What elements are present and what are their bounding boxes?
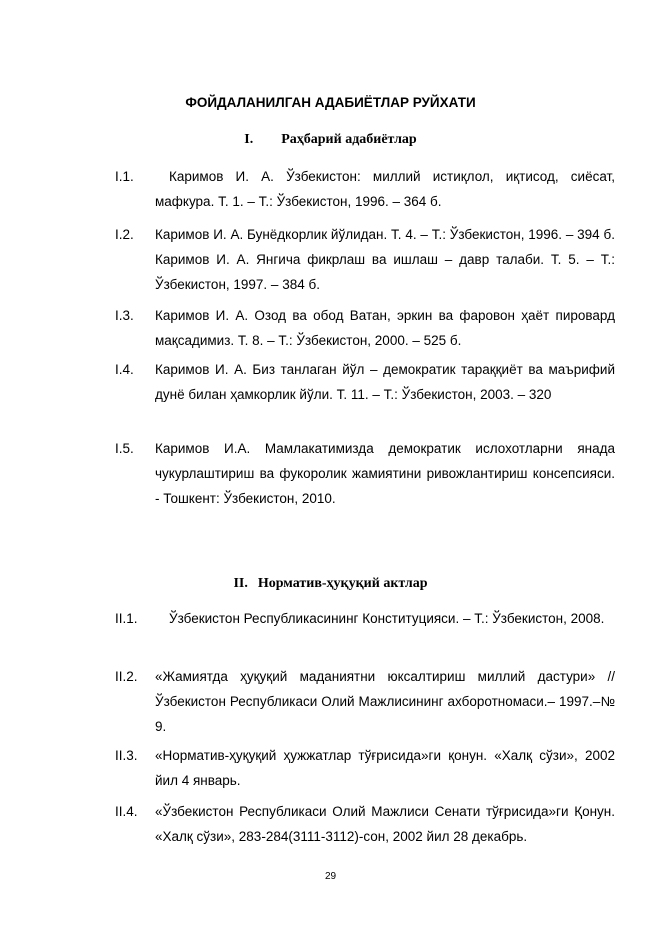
item-number: II.4. xyxy=(115,804,138,819)
item-text: Каримов И. А. Озод ва обод Ватан, эркин ва фаровон ҳаёт пировард мақсадимиз. Т. 8. – Т.: Ўзбекистон, 2000. – 525 б. xyxy=(155,308,615,348)
item-text: Каримов И. А. Ўзбекистон: миллий истиқлол, иқтисод, сиёсат, мафкура. Т. 1. – Т.: Ўзбекистон, 1996. – 364 б. xyxy=(155,169,615,209)
section-title: Раҳбарий адабиётлар xyxy=(281,132,417,147)
list-item xyxy=(115,799,615,849)
item-number: I.2. xyxy=(115,227,134,242)
item-text: Каримов И.А. Мамлакатимизда демократик ислохотларни янада чукурлаштириш ва фукоролик жамиятини ривожлантириш консепсияси. - Тошкент: Ўзбекистон, 2010. xyxy=(155,441,615,506)
list-item xyxy=(115,303,615,353)
item-text: «Жамиятда ҳуқуқий маданиятни юксалтириш миллий дастури» // Ўзбекистон Республикаси Олий Мажлисининг ахборотномаси.– 1997.–№ 9. xyxy=(155,669,615,734)
list-item xyxy=(115,164,615,214)
item-text: «Ўзбекистон Республикаси Олий Мажлиси Сенати тўғрисида»ги Қонун. «Халқ сўзи», 283-284(3111-3112)-сон, 2002 йил 28 декабрь. xyxy=(155,804,615,844)
item-number: I.3. xyxy=(115,308,134,323)
item-text: «Норматив-ҳуқуқий ҳужжатлар тўғрисида»ги қонун. «Халқ сўзи», 2002 йил 4 январь. xyxy=(155,748,615,788)
list-item xyxy=(115,357,615,407)
section-number: I. xyxy=(244,132,254,147)
list-item xyxy=(115,743,615,793)
page-number: 29 xyxy=(324,871,337,882)
item-text: Каримов И. А. Бунёдкорлик йўлидан. Т. 4. – Т.: Ўзбекистон, 1996. – 394 б. Каримов И. А. Янгича фикрлаш ва ишлаш – давр талаби. Т. 5. – Т.: Ўзбекистон, 1997. – 384 б. xyxy=(155,227,615,292)
item-number: II.2. xyxy=(115,669,138,684)
item-number: I.5. xyxy=(115,441,134,456)
item-number: I.1. xyxy=(115,169,134,184)
list-item xyxy=(115,606,615,631)
section-heading-normative-legal-acts xyxy=(0,576,661,592)
section-number: II. xyxy=(233,576,248,591)
item-number: II.1. xyxy=(115,611,138,626)
list-item xyxy=(115,664,615,739)
item-number: I.4. xyxy=(115,362,134,377)
page-title: ФОЙДАЛАНИЛГАН АДАБИЁТЛАР РУЙХАТИ xyxy=(185,95,476,110)
list-item xyxy=(115,436,615,511)
section-title: Норматив-ҳуқуқий актлар xyxy=(257,576,428,591)
item-number: II.3. xyxy=(115,748,138,763)
item-text: Каримов И. А. Биз танлаган йўл – демократик тараққиёт ва маърифий дунё билан ҳамкорлик йўли. Т. 11. – Т.: Ўзбекистон, 2003. – 320 xyxy=(155,362,615,402)
item-text: Ўзбекистон Республикасининг Конституцияси. – Т.: Ўзбекистон, 2008. xyxy=(169,611,605,626)
section-heading-guiding-literature xyxy=(0,132,661,148)
list-item xyxy=(115,222,615,297)
